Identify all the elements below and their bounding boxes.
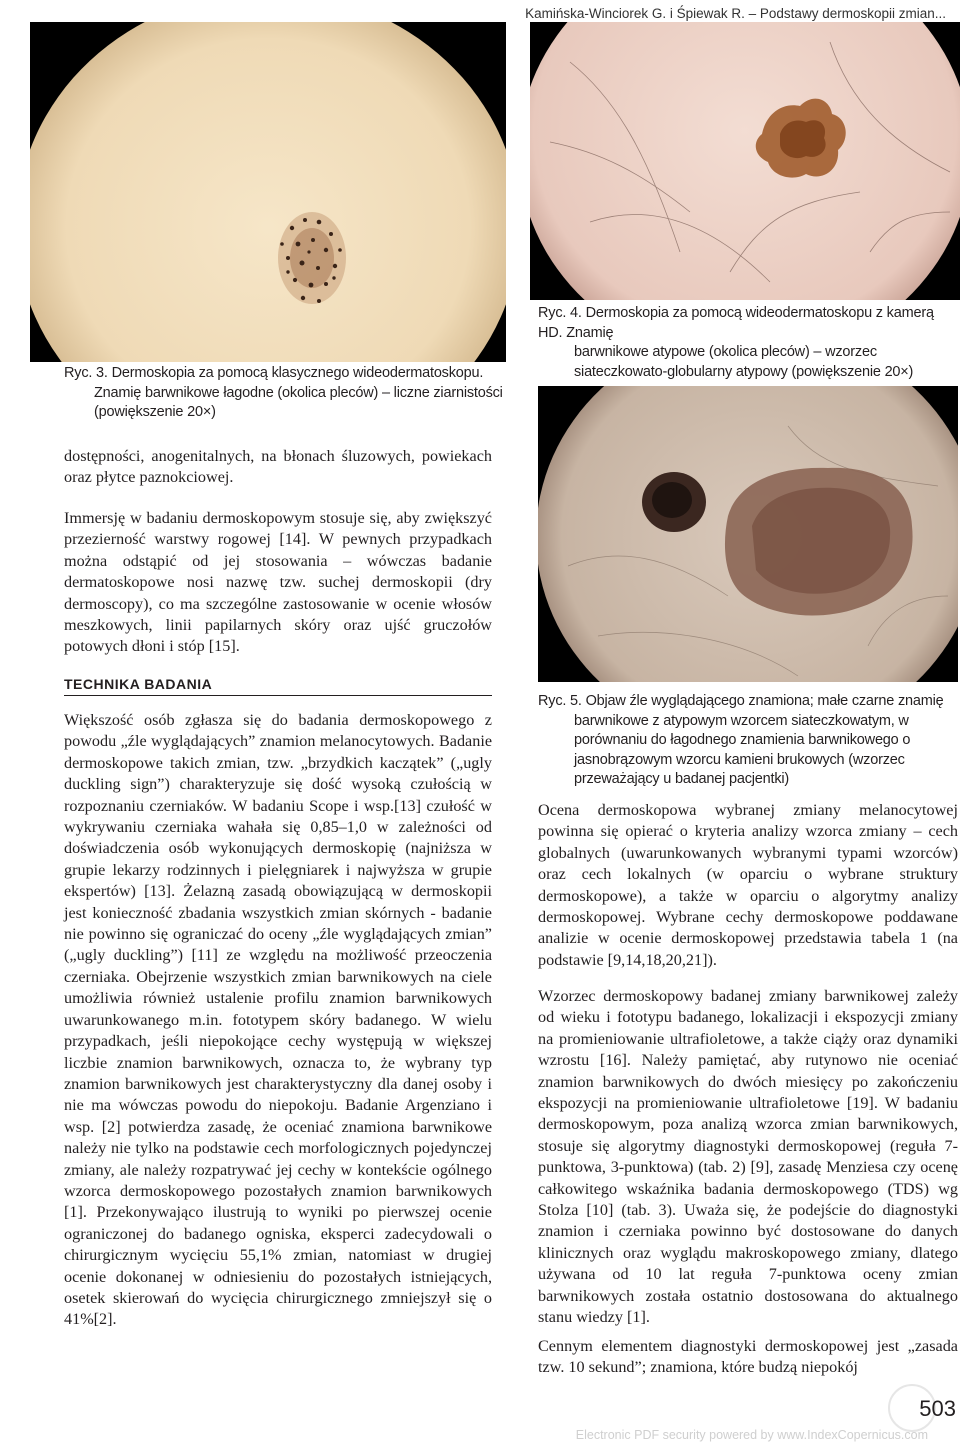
cobblestone-nevus (725, 468, 913, 616)
left-paragraph-2: Immersję w badaniu dermoskopowym stosuje się, aby zwiększyć przezierność warstwy rogowej [14]. W pewnych przypadkach można odstąpić od jej stosowania – wówczas badanie dermatoskopowe nosi nazwę tzw. suchej dermoskopii (dry dermoscopy), co ma szczególne zastosowanie w ocenie włosów meszkowych, linii papilarnych skóry oraz ujść gruczołów potowych dłoni i stóp [15]. (64, 509, 492, 656)
right-paragraph-1: Ocena dermoskopowa wybranej zmiany melanocytowej powinna się opierać o kryteria analizy wzorca zmiany – cech globalnych (uwarunkowanych wybranymi typami wzorców) oraz cech lokalnych (w oparciu o wybrane struktury dermoskopowe), a także w oparciu o algorytmy analizy dermoskopowej. Wybrane cechy dermoskopowe poddawane analizie w ocenie dermoskopowej przedstawia tabela 1 (na podstawie [9,14,18,20,21]). (538, 801, 958, 969)
figure-5-lead: Objaw źle wyglądającego znamiona; małe czarne znamię (585, 693, 944, 709)
figure-5-caption (538, 692, 958, 790)
page-number: 503 (919, 1396, 956, 1421)
footer-security-note: Electronic PDF security powered by www.IndexCopernicus.com (575, 1428, 928, 1442)
figure-4-label: Ryc. 4. (538, 305, 582, 321)
right-paragraph-2: Wzorzec dermoskopowy badanej zmiany barwnikowej zależy od wieku i fototypu badanego, lokalizacji i ekspozycji zmiany na promieniowanie ultrafioletowe, a także ciąży oraz dynamiki wzrostu [16]. Należy pamiętać, aby rutynowo nie oceniać znamion barwnikowych do dwóch miesięcy po zakończeniu ekspozycji na promieniowanie ultrafioletowe [19]. W badaniu dermoskopowym, poza analizą wzorca zmian barwnikowych, stosuje się algorytmy diagnostyki dermoskopowej (reguła 7-punktowa, 3-punktowa) (tab. 2) [9], zasadę Menziesa czy ocenę całkowitego wskaźnika badania dermoskopowego (TDS) wg Stolza [10] (tab. 3). Uważa się, że podejście do diagnostyki znamion i czerniaka powinno być dostosowane do danych klinicznych oraz wyglądu makroskopowego zmiany, dlatego używana od 10 lat reguła 7-punktowa oceny zmian barwnikowych została ostatnio dostosowana do aktualnego stanu wiedzy [1]. (538, 987, 958, 1327)
figure-3-image (30, 22, 506, 362)
small-black-nevus (642, 472, 706, 532)
figure-3-lead: Dermoskopia za pomocą klasycznego wideodermatoskopu. (111, 365, 484, 381)
figure-3-body: Znamię barwnikowe łagodne (okolica pleców) – liczne ziarnistości (powiększenie 20×) (94, 384, 503, 420)
granular-nevus (278, 212, 346, 304)
figure-4-image (530, 22, 960, 300)
running-head: Kamińska-Winciorek G. i Śpiewak R. – Podstawy dermoskopii zmian... (525, 6, 946, 21)
figure-4-caption (538, 304, 958, 382)
left-paragraph-1: dostępności, anogenitalnych, na błonach śluzowych, powiekach oraz płytce paznokciowej. (64, 447, 492, 487)
figure-5-body: barwnikowe z atypowym wzorcem siateczkowatym, w porównaniu do łagodnego znamienia barwnikowego o jasnobrązowym wzorcu kamieni brukowych (wzorzec przeważający u badanej pacjentki) (574, 712, 911, 787)
figure-5-image (538, 386, 958, 682)
left-paragraph-3: Większość osób zgłasza się do badania dermoskopowego z powodu „źle wyglądających” znamion melanocytowych. Badanie dermoskopowe takich zmian, tzw. „brzydkich kaczątek” („ugly duckling sign”) charakteryzuje się dość wysoką czułością w rozpoznaniu czerniaków. W badaniu Scope i wsp.[13] czułość w wykrywaniu czerniaka wahała się 0,85–1,0 w zależności od doświadczenia osób wykonujących dermoskopię (najniższa w grupie lekarzy rodzinnych i pielęgniarek i najwyższa w grupie ekspertów) [13]. Żelazną zasadą obowiązującą w dermoskopii jest konieczność zbadania wszystkich zmian skórnych - badanie nie powinno się ograniczać do oceny „źle wyglądających zmian” („ugly duckling”) [11] ze względu na możliwość przeoczenia czerniaka. Obejrzenie wszystkich zmian barwnikowych na ciele umożliwia również ustalenie profilu znamion barwnikowych uwarunkowanego m.in. fototypem skóry badanego. W wielu przypadkach, jeśli niepokojące cechy występują w większej liczbie znamion barwnikowych, oznacza to, że wybrany typ znamion barwnikowych jest charakterystyczny dla danej osoby i nie ma wówczas powodu do niepokoju. Badanie Argenziano i wsp. [2] potwierdza zasadę, że oceniać znamiona barwnikowe należy nie tylko na podstawie cech morfologicznych pojedynczej zmiany, ale należy rozpatrywać jej cechy w kontekście ogólnego wzorca dermoskopowego pozostałych znamion barwnikowych [1]. Przekonywająco ilustrują to wyniki po pierwszej ocenie ograniczonej do badanego ogniska, eksperci zadecydowali o chirurgicznym wycięciu 55,1% zmian, natomiast w drugiej ocenie dokonanej w odniesieniu do pozostałych istniejących, osetek skierowań do wycięcia chirurgicznego zmniejszył się o 41%[2]. (64, 711, 492, 1329)
figure-3-caption (64, 364, 504, 423)
figure-4-body: barwnikowe atypowe (okolica pleców) – wzorzec siateczkowato-globularny atypowy (powiększenie 20×) (574, 344, 914, 380)
figure-3-label: Ryc. 3. (64, 365, 108, 381)
right-paragraph-3: Cennym elementem diagnostyki dermoskopowej jest „zasada tzw. 10 sekund”; znamiona, które budzą niepokój (538, 1337, 958, 1377)
figure-5-label: Ryc. 5. (538, 693, 582, 709)
figure-4-lead: Dermoskopia za pomocą wideodermatoskopu z kamerą HD. Znamię (538, 305, 934, 341)
section-heading: TECHNIKA BADANIA (64, 676, 492, 696)
